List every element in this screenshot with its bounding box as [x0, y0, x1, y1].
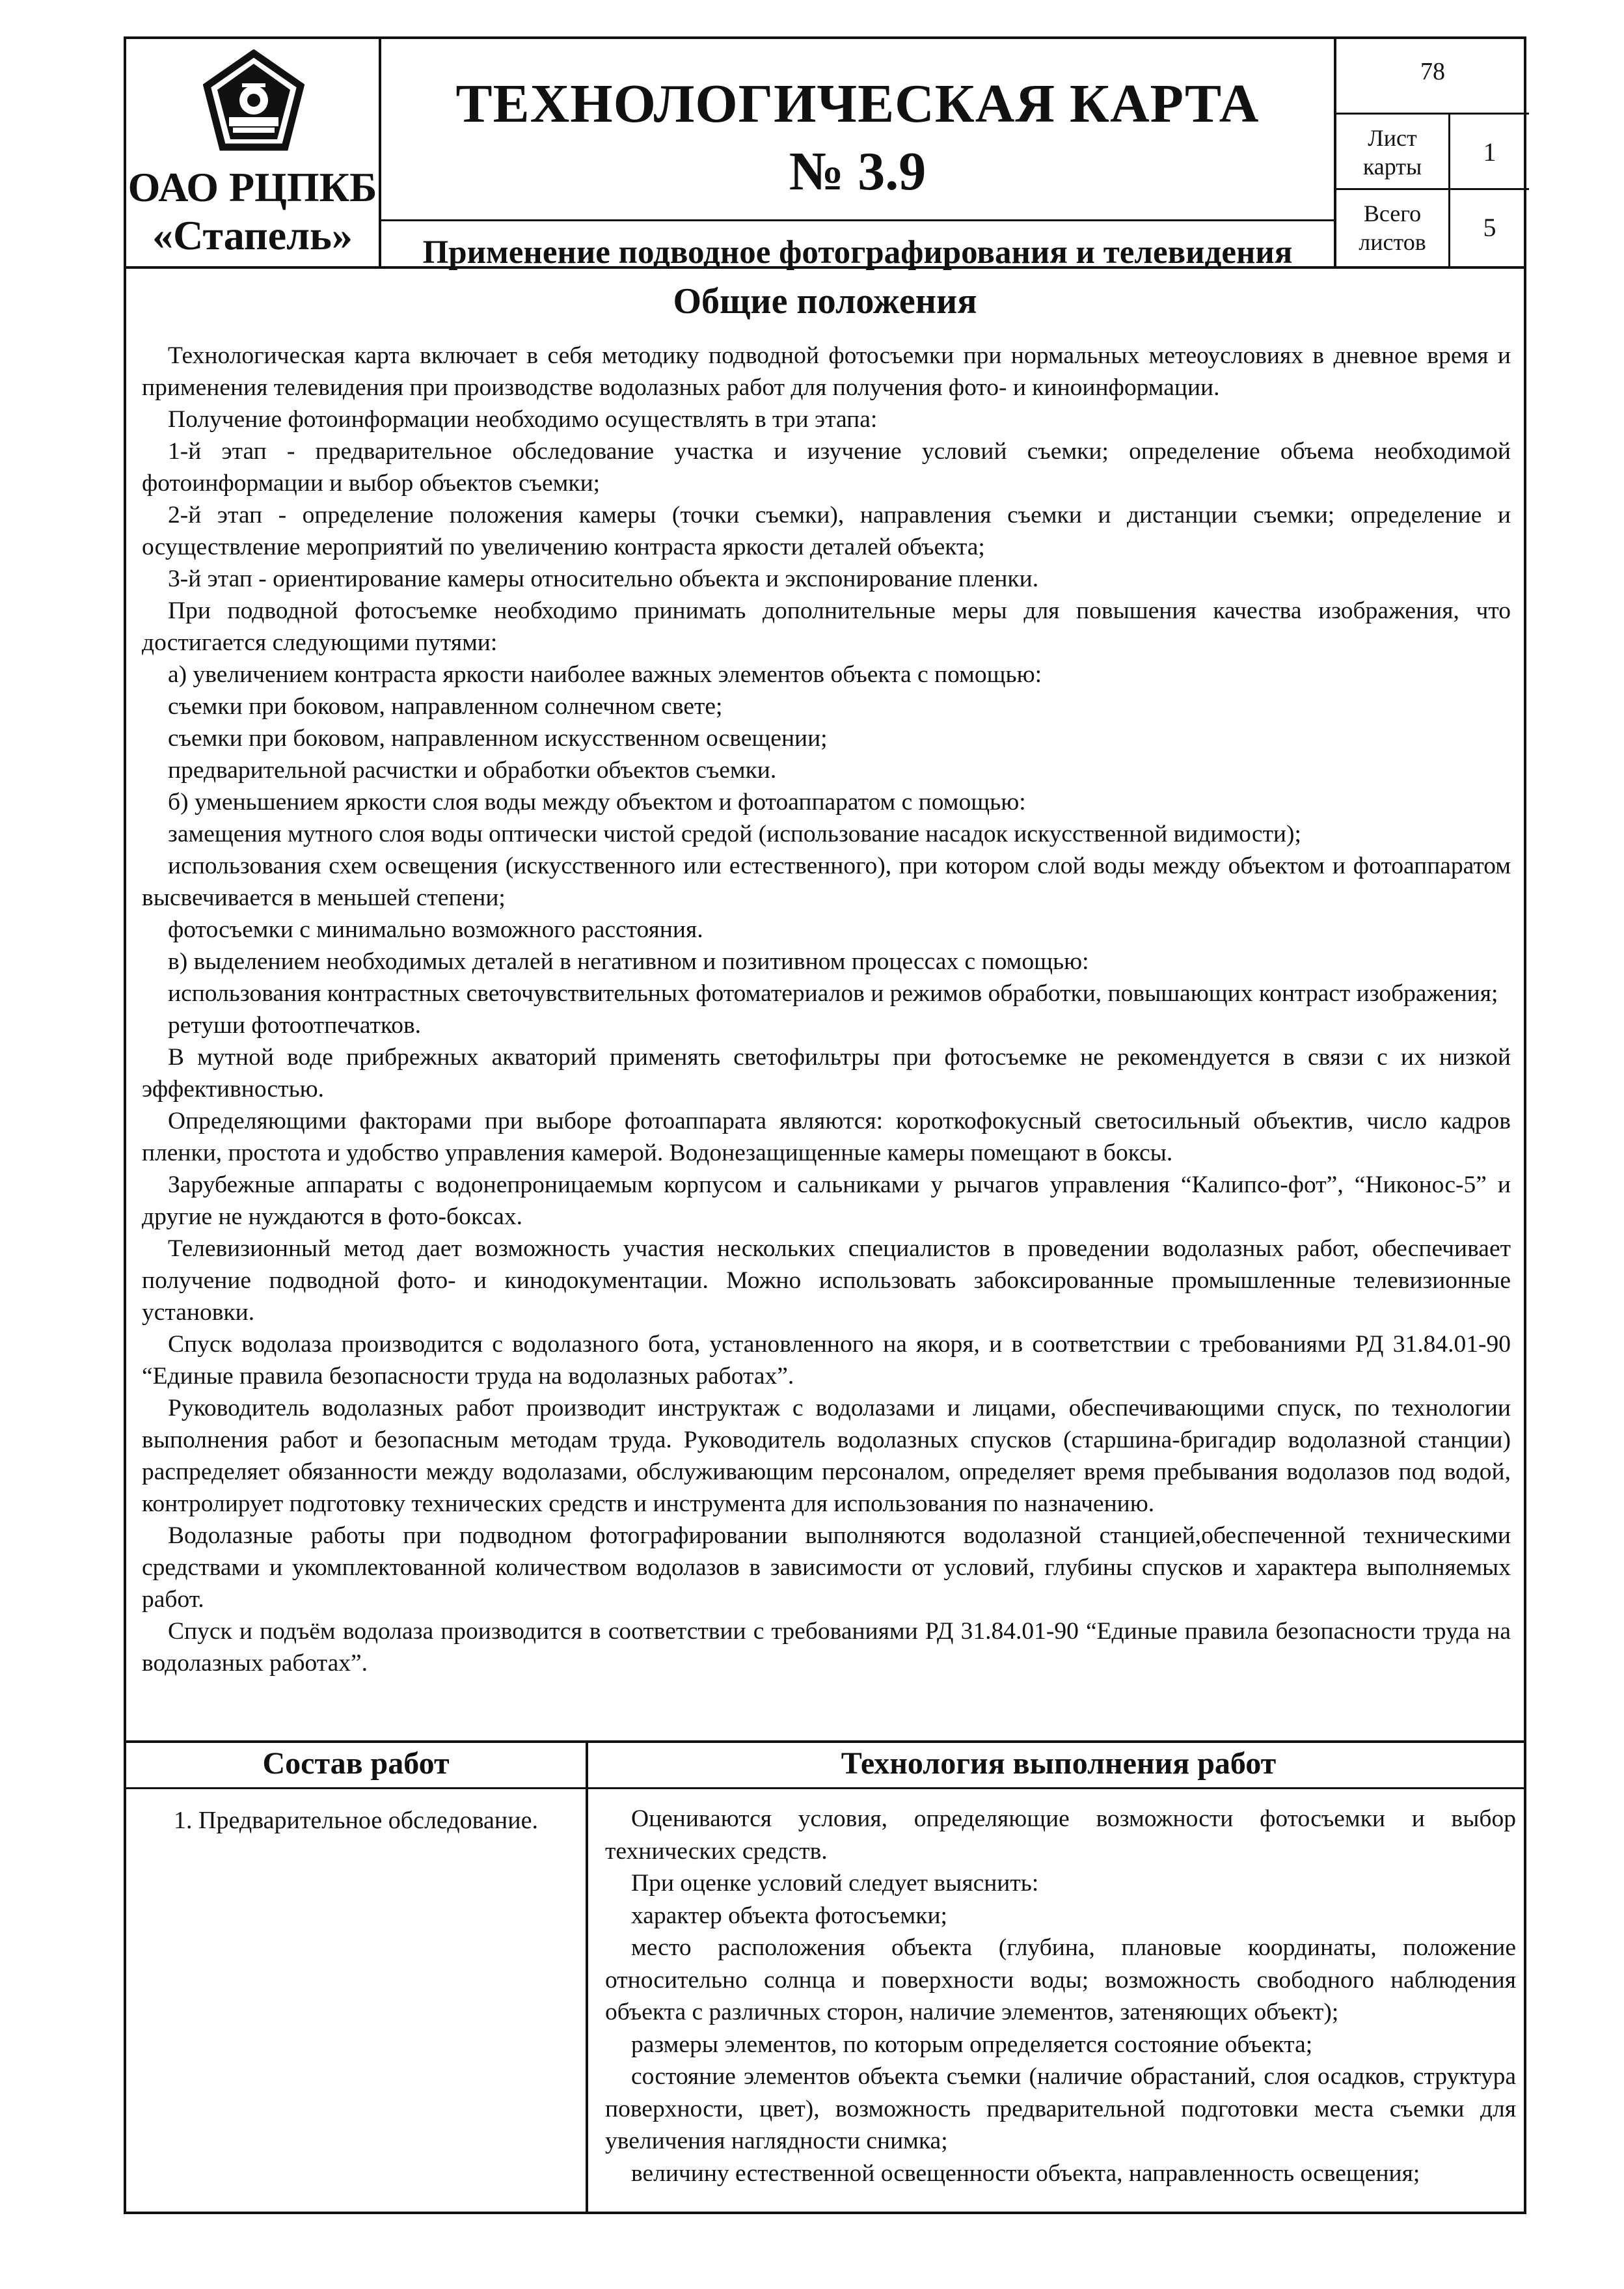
- paragraph: ретуши фотоотпечатков.: [168, 1012, 422, 1039]
- paragraph: характер объекта фотосъемки;: [631, 1902, 947, 1929]
- paragraph: 3-й этап - ориентирование камеры относительно объекта и экспонирование пленки.: [168, 566, 1039, 592]
- organization-name: ОАО РЦПКБ: [128, 164, 377, 210]
- title-cell: [381, 39, 1334, 271]
- logo-cell: [126, 39, 381, 266]
- paragraph: в) выделением необходимых деталей в негативном и позитивном процессах с помощью:: [168, 948, 1089, 975]
- paragraph: Спуск водолаза производится с водолазного бота, установленного на якоря, и в соответствии с требованиями РД 31.84.01-90 “Единые правила безопасности труда на водолазных работах”.: [142, 1331, 1511, 1390]
- column-header-technology: Технология выполнения работ: [841, 1746, 1277, 1781]
- card-number: № 3.9: [789, 141, 927, 202]
- paragraph: При оценке условий следует выяснить:: [631, 1870, 1039, 1897]
- paragraph: размеры элементов, по которым определяется состояние объекта;: [631, 2031, 1313, 2058]
- paragraph: а) увеличением контраста яркости наиболее важных элементов объекта с помощью:: [168, 661, 1042, 688]
- organization-subname: «Стапель»: [152, 212, 353, 258]
- paragraph: предварительной расчистки и обработки объектов съемки.: [168, 757, 777, 784]
- paragraph: использования схем освещения (искусственного или естественного), при котором слой воды между объектом и фотоаппаратом высвечивается в меньшей степени;: [142, 853, 1511, 911]
- total-row: [1336, 190, 1529, 266]
- title-divider: [381, 219, 1334, 221]
- paragraph: место расположения объекта (глубина, плановые координаты, положение относительно солнца и поверхности воды; возможность свободного наблюдения объекта с различных сторон, наличие элементов, затеняющих объект);: [605, 1934, 1516, 2025]
- total-label: Всего листов: [1336, 190, 1450, 266]
- total-value: 5: [1483, 213, 1496, 242]
- paragraph: Оцениваются условия, определяющие возможности фотосъемки и выбор технических средств.: [605, 1805, 1516, 1865]
- sheet-label: Лист карты: [1336, 115, 1450, 188]
- paragraph: Руководитель водолазных работ производит инструктаж с водолазами и лицами, обеспечивающими спуск, по технологии выполнения работ и безопасным методам труда. Руководитель водолазных спусков (старшина-бригадир водолазной станции) распределяет обязанности между водолазами, обслуживающим персоналом, определяет время пребывания водолазов под водой, контролирует подготовку технических средств и инструмента для использования по назначению.: [142, 1395, 1511, 1517]
- paragraph: замещения мутного слоя воды оптически чистой средой (использование насадок искусственной видимости);: [168, 821, 1301, 847]
- works-table: [126, 1740, 1524, 2214]
- paragraph: Телевизионный метод дает возможность участия нескольких специалистов в проведении водолазных работ, обеспечивает получение подводной фото- и кинодокументации. Можно использовать забоксированные промышленные телевизионные установки.: [142, 1235, 1511, 1326]
- paragraph: В мутной воде прибрежных акваторий применять светофильтры при фотосъемке не рекомендуется в связи с их низкой эффективностью.: [142, 1044, 1511, 1103]
- organization-logo-icon: [203, 49, 304, 159]
- paragraph: 1-й этап - предварительное обследование участка и изучение условий съемки; определение объема необходимой фотоинформации и выбор объектов съемки;: [142, 438, 1511, 497]
- paragraph: величину естественной освещенности объекта, направленность освещения;: [631, 2159, 1420, 2187]
- document-title: ТЕХНОЛОГИЧЕСКАЯ КАРТА: [455, 74, 1260, 134]
- paragraph: Водолазные работы при подводном фотографировании выполняются водолазной станцией,обеспеченной техническими средствами и укомплектованной количеством водолазов в зависимости от условий, глубины спусков и характера выполняемых работ.: [142, 1522, 1511, 1613]
- column-divider: [586, 1743, 588, 2214]
- document-subtitle: Применение подводное фотографирования и телевидения: [422, 234, 1293, 271]
- meta-block: [1334, 39, 1529, 266]
- paragraph: фотосъемки с минимально возможного расстояния.: [168, 916, 703, 943]
- document-frame: [124, 36, 1526, 2214]
- paragraph: использования контрастных светочувствительных фотоматериалов и режимов обработки, повышающих контраст изображения;: [168, 980, 1498, 1007]
- paragraph: Получение фотоинформации необходимо осуществлять в три этапа:: [168, 406, 878, 433]
- column-header-works: Состав работ: [262, 1746, 450, 1781]
- paragraph: При подводной фотосъемке необходимо принимать дополнительные меры для повышения качества изображения, что достигается следующими путями:: [142, 597, 1511, 656]
- paragraph: Спуск и подъём водолаза производится в соответствии с требованиями РД 31.84.01-90 “Единые правила безопасности труда на водолазных работах”.: [142, 1618, 1511, 1677]
- paragraph: Определяющими факторами при выборе фотоаппарата являются: короткофокусный светосильный объектив, число кадров пленки, простота и удобство управления камерой. Водонезащищенные камеры помещают в боксы.: [142, 1108, 1511, 1166]
- technology-text: [605, 1803, 1516, 2189]
- paragraph: б) уменьшением яркости слоя воды между объектом и фотоаппаратом с помощью:: [168, 789, 1026, 816]
- general-text: [142, 340, 1511, 1679]
- paragraph: 2-й этап - определение положения камеры (точки съемки), направления съемки и дистанции съемки; определение и осуществление мероприятий по увеличению контраста яркости деталей объекта;: [142, 502, 1511, 560]
- paragraph: Технологическая карта включает в себя методику подводной фотосъемки при нормальных метеоусловиях в дневное время и применения телевидения при производстве водолазных работ для получения фото- и киноинформации.: [142, 342, 1511, 401]
- sheet-value: 1: [1483, 137, 1496, 167]
- paragraph: съемки при боковом, направленном солнечном свете;: [168, 693, 723, 720]
- header: [126, 39, 1524, 269]
- paragraph: Зарубежные аппараты с водонепроницаемым корпусом и сальниками у рычагов управления “Калипсо-фот”, “Никонос-5” и другие не нуждаются в фото-боксах.: [142, 1172, 1511, 1230]
- paragraph: съемки при боковом, направленном искусственном освещении;: [168, 725, 828, 752]
- paragraph: состояние элементов объекта съемки (наличие обрастаний, слоя осадков, структура поверхности, цвет), возможность предварительной подготовки места съемки для увеличения наглядности снимка;: [605, 2063, 1516, 2154]
- sheet-row: [1336, 115, 1529, 190]
- general-heading: Общие положения: [673, 281, 977, 322]
- stage-label: 1. Предварительное обследование.: [174, 1807, 538, 1834]
- page-number: 78: [1336, 39, 1529, 115]
- header-divider: [126, 1787, 1524, 1789]
